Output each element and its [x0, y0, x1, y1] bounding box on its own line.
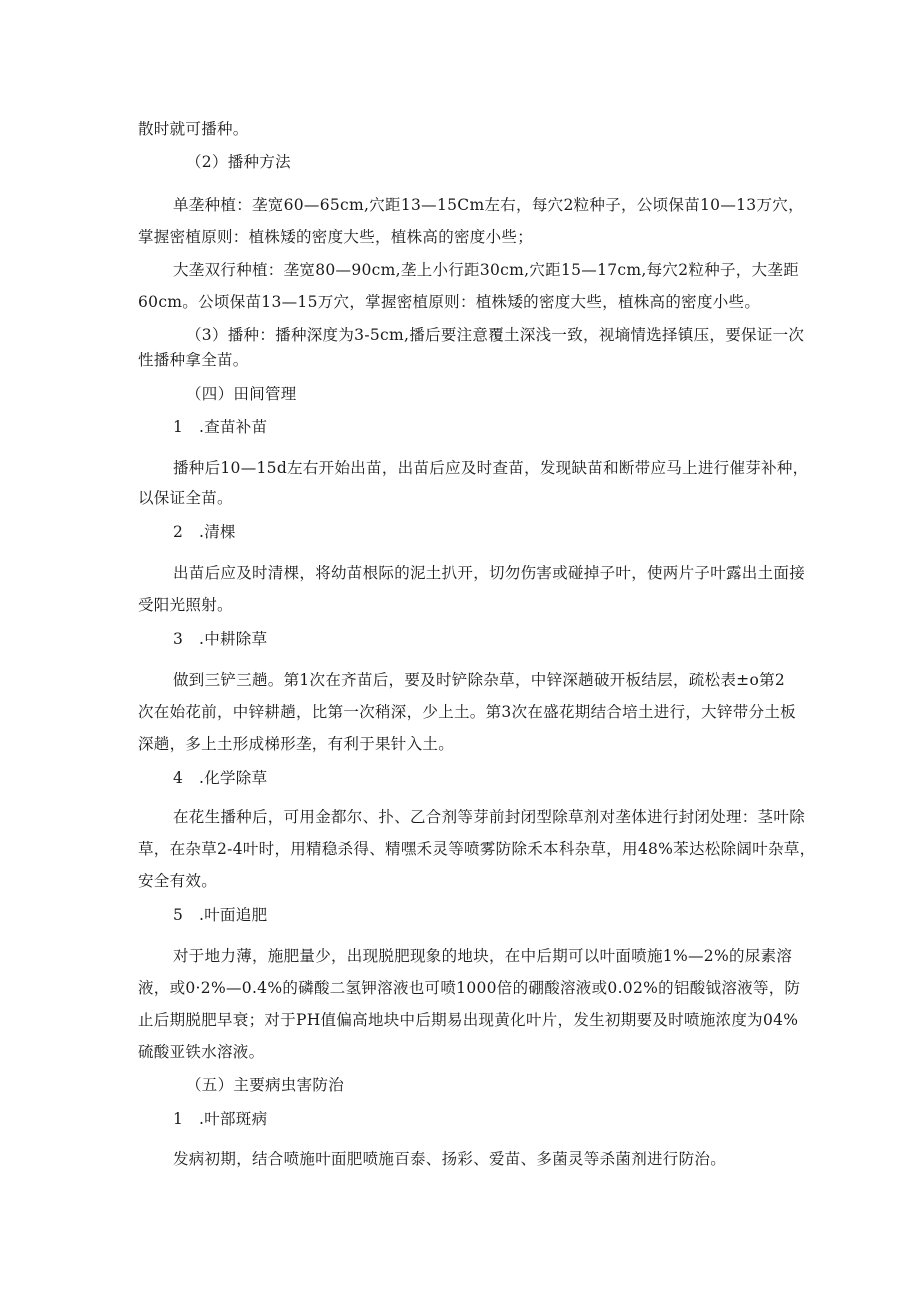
section-heading: （四）田间管理 — [186, 385, 297, 403]
section-heading: （五）主要病虫害防治 — [186, 1076, 345, 1094]
text-line: 60cm。公顷保苗13—15万穴，掌握密植原则：植株矮的密度大些，植株高的密度小些。 — [138, 293, 761, 311]
subsection-heading: 2 .清棵 — [173, 523, 236, 541]
text-line: 播种后10—15d左右开始出苗，出苗后应及时查苗，发现缺苗和断带应马上进行催芽补种， — [173, 459, 809, 477]
text-line: 以保证全苗。 — [138, 489, 233, 507]
text-line: 单垄种植：垄宽60—65cm,穴距13—15Cm左右，每穴2粒种子，公顷保苗10—13万穴， — [173, 196, 804, 214]
text-line: 在花生播种后，可用金都尔、扑、乙合剂等芽前封闭型除草剂对垄体进行封闭处理：茎叶除 — [173, 808, 806, 826]
text-line: 对于地力薄，施肥量少，出现脱肥现象的地块，在中后期可以叶面喷施1%—2%的尿素溶 — [173, 947, 793, 965]
text-line: 草，在杂草2-4叶时，用精稳杀得、精嘿禾灵等喷雾防除禾本科杂草，用48%苯达松除阔叶杂草， — [138, 840, 816, 858]
subsection-heading: 3 .中耕除草 — [173, 630, 268, 648]
subsection-heading: 1 .查苗补苗 — [173, 418, 268, 436]
text-line: 止后期脱肥早衰；对于PH值偏高地块中后期易出现黄化叶片，发生初期要及时喷施浓度为04% — [138, 1011, 799, 1029]
text-line: 深趟，多上土形成梯形垄，有利于果针入土。 — [138, 735, 455, 753]
text-line: 受阳光照射。 — [138, 596, 233, 614]
text-line: 次在始花前，中锌耕趟，比第一次稍深，少上土。第3次在盛花期结合培土进行，大锌带分土板 — [138, 703, 796, 721]
text-line: 做到三铲三趟。第1次在齐苗后，要及时铲除杂草，中锌深趟破开板结层，疏松表±o第2 — [173, 671, 786, 689]
text-line: 大垄双行种植：垄宽80—90cm,垄上小行距30cm,穴距15—17cm,每穴2粒种子，大垄距 — [173, 261, 799, 279]
text-line: 发病初期，结合喷施叶面肥喷施百泰、扬彩、爱苗、多菌灵等杀菌剂进行防治。 — [173, 1150, 727, 1168]
text-line: 掌握密植原则：植株矮的密度大些，植株高的密度小些； — [138, 228, 534, 246]
text-line: 硫酸亚铁水溶液。 — [138, 1043, 265, 1061]
text-line: 出苗后应及时清棵，将幼苗根际的泥土扒开，切勿伤害或碰掉子叶，使两片子叶露出土面接 — [173, 564, 806, 582]
text-line: 液，或0·2%—0.4%的磷酸二氢钾溶液也可喷1000倍的硼酸溶液或0.02%的铝酸钺溶液等，防 — [138, 979, 801, 997]
subsection-heading: 5 .叶面追肥 — [173, 906, 268, 924]
text-line: 性播种拿全苗。 — [138, 351, 249, 369]
text-line: （3）播种：播种深度为3-5cm,播后要注意覆土深浅一致，视墒情选择镇压，要保证一次 — [186, 326, 805, 344]
section-heading: （2）播种方法 — [186, 153, 291, 171]
subsection-heading: 4 .化学除草 — [173, 769, 268, 787]
text-line: 散时就可播种。 — [138, 120, 249, 138]
text-line: 安全有效。 — [138, 872, 218, 890]
subsection-heading: 1 .叶部斑病 — [173, 1110, 268, 1128]
